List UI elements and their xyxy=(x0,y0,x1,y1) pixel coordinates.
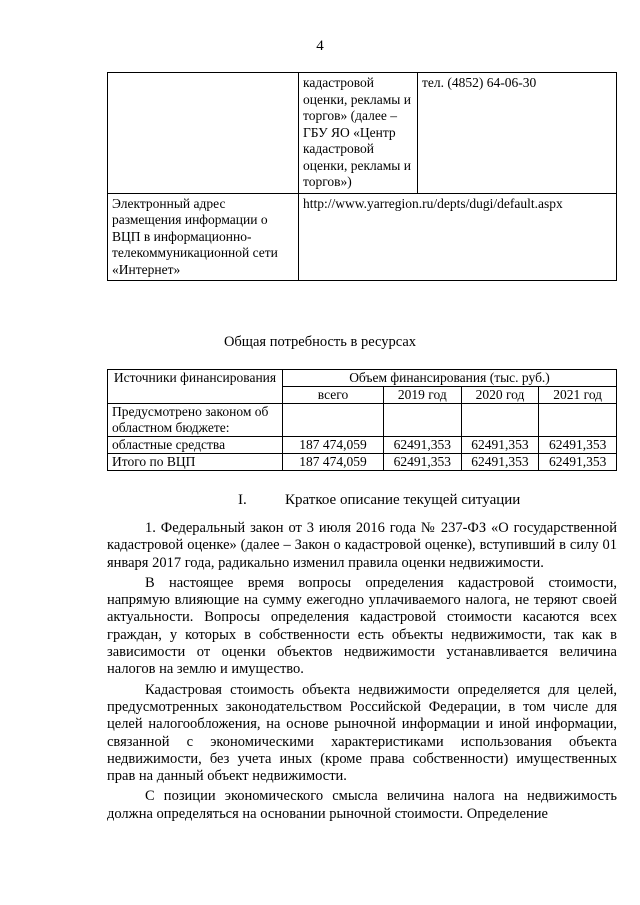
table-cell: 62491,353 xyxy=(384,437,462,454)
paragraph: В настоящее время вопросы определения кадастровой стоимости, напрямую влияющие на сумму ежегодно уплачиваемого налога, не теряют своей актуальности. Вопросы определения кадастровой стоимости касаются всех граждан, у которых в собственности есть объекты недвижимости, так как в зависимости от оценки объектов недвижимости устанавливается величина налогов на землю и имущество. xyxy=(107,574,617,678)
sources-header: Источники финансирования xyxy=(108,370,283,404)
phone-cell: тел. (4852) 64-06-30 xyxy=(418,73,617,194)
col-header-total: всего xyxy=(283,387,384,404)
program-info-table xyxy=(107,72,617,281)
table-header-row xyxy=(108,370,617,387)
col-header-2020: 2020 год xyxy=(461,387,539,404)
row-label: областные средства xyxy=(108,437,283,454)
resources-title: Общая потребность в ресурсах xyxy=(223,334,417,350)
row-label: Итого по ВЦП xyxy=(108,454,283,471)
table-cell: 62491,353 xyxy=(384,454,462,471)
url-cell: http://www.yarregion.ru/depts/dugi/default.aspx xyxy=(299,193,617,281)
paragraph: Кадастровая стоимость объекта недвижимости определяется для целей, предусмотренных законодательством Российской Федерации, в том числе для целей налогообложения, на основе рыночной информации и иной информации, связанной с экономическими характеристиками использования объекта недвижимости, без учета иных (кроме права собственности) имущественных прав на данный объект недвижимости. xyxy=(107,681,617,785)
paragraph: 1. Федеральный закон от 3 июля 2016 года № 237-ФЗ «О государственной кадастровой оценке» (далее – Закон о кадастровой оценке), вступивший в силу 01 января 2017 года, радикально изменил правила оценки недвижимости. xyxy=(107,520,617,571)
table-row xyxy=(108,73,617,194)
table-cell: 187 474,059 xyxy=(283,454,384,471)
table-row xyxy=(108,437,617,454)
section-title: Краткое описание текущей ситуации xyxy=(285,492,521,508)
table-cell xyxy=(108,73,299,194)
col-header-2021: 2021 год xyxy=(539,387,617,404)
table-cell xyxy=(283,404,384,437)
url-label-cell: Электронный адрес размещения информации о ВЦП в информационно-телекоммуникационной сети «Интернет» xyxy=(108,193,299,281)
table-cell: 62491,353 xyxy=(461,437,539,454)
table-row xyxy=(108,404,617,437)
table-row xyxy=(108,193,617,281)
table-cell xyxy=(539,404,617,437)
table-cell: 62491,353 xyxy=(461,454,539,471)
table-cell: 62491,353 xyxy=(539,454,617,471)
table-cell: 187 474,059 xyxy=(283,437,384,454)
table-cell: 62491,353 xyxy=(539,437,617,454)
section-number: I. xyxy=(238,492,247,508)
page-number: 4 xyxy=(316,38,324,54)
table-row xyxy=(108,454,617,471)
row-label: Предусмотрено законом об областном бюджете: xyxy=(108,404,283,437)
table-cell xyxy=(461,404,539,437)
col-header-2019: 2019 год xyxy=(384,387,462,404)
volume-header: Объем финансирования (тыс. руб.) xyxy=(283,370,617,387)
org-name-cell: кадастровой оценки, рекламы и торгов» (далее – ГБУ ЯО «Центр кадастровой оценки, рекламы и торгов») xyxy=(299,73,418,194)
body-text xyxy=(107,520,617,823)
paragraph: С позиции экономического смысла величина налога на недвижимость должна определяться на основании рыночной стоимости. Определение xyxy=(107,788,617,822)
table-cell xyxy=(384,404,462,437)
resources-table xyxy=(107,369,617,471)
